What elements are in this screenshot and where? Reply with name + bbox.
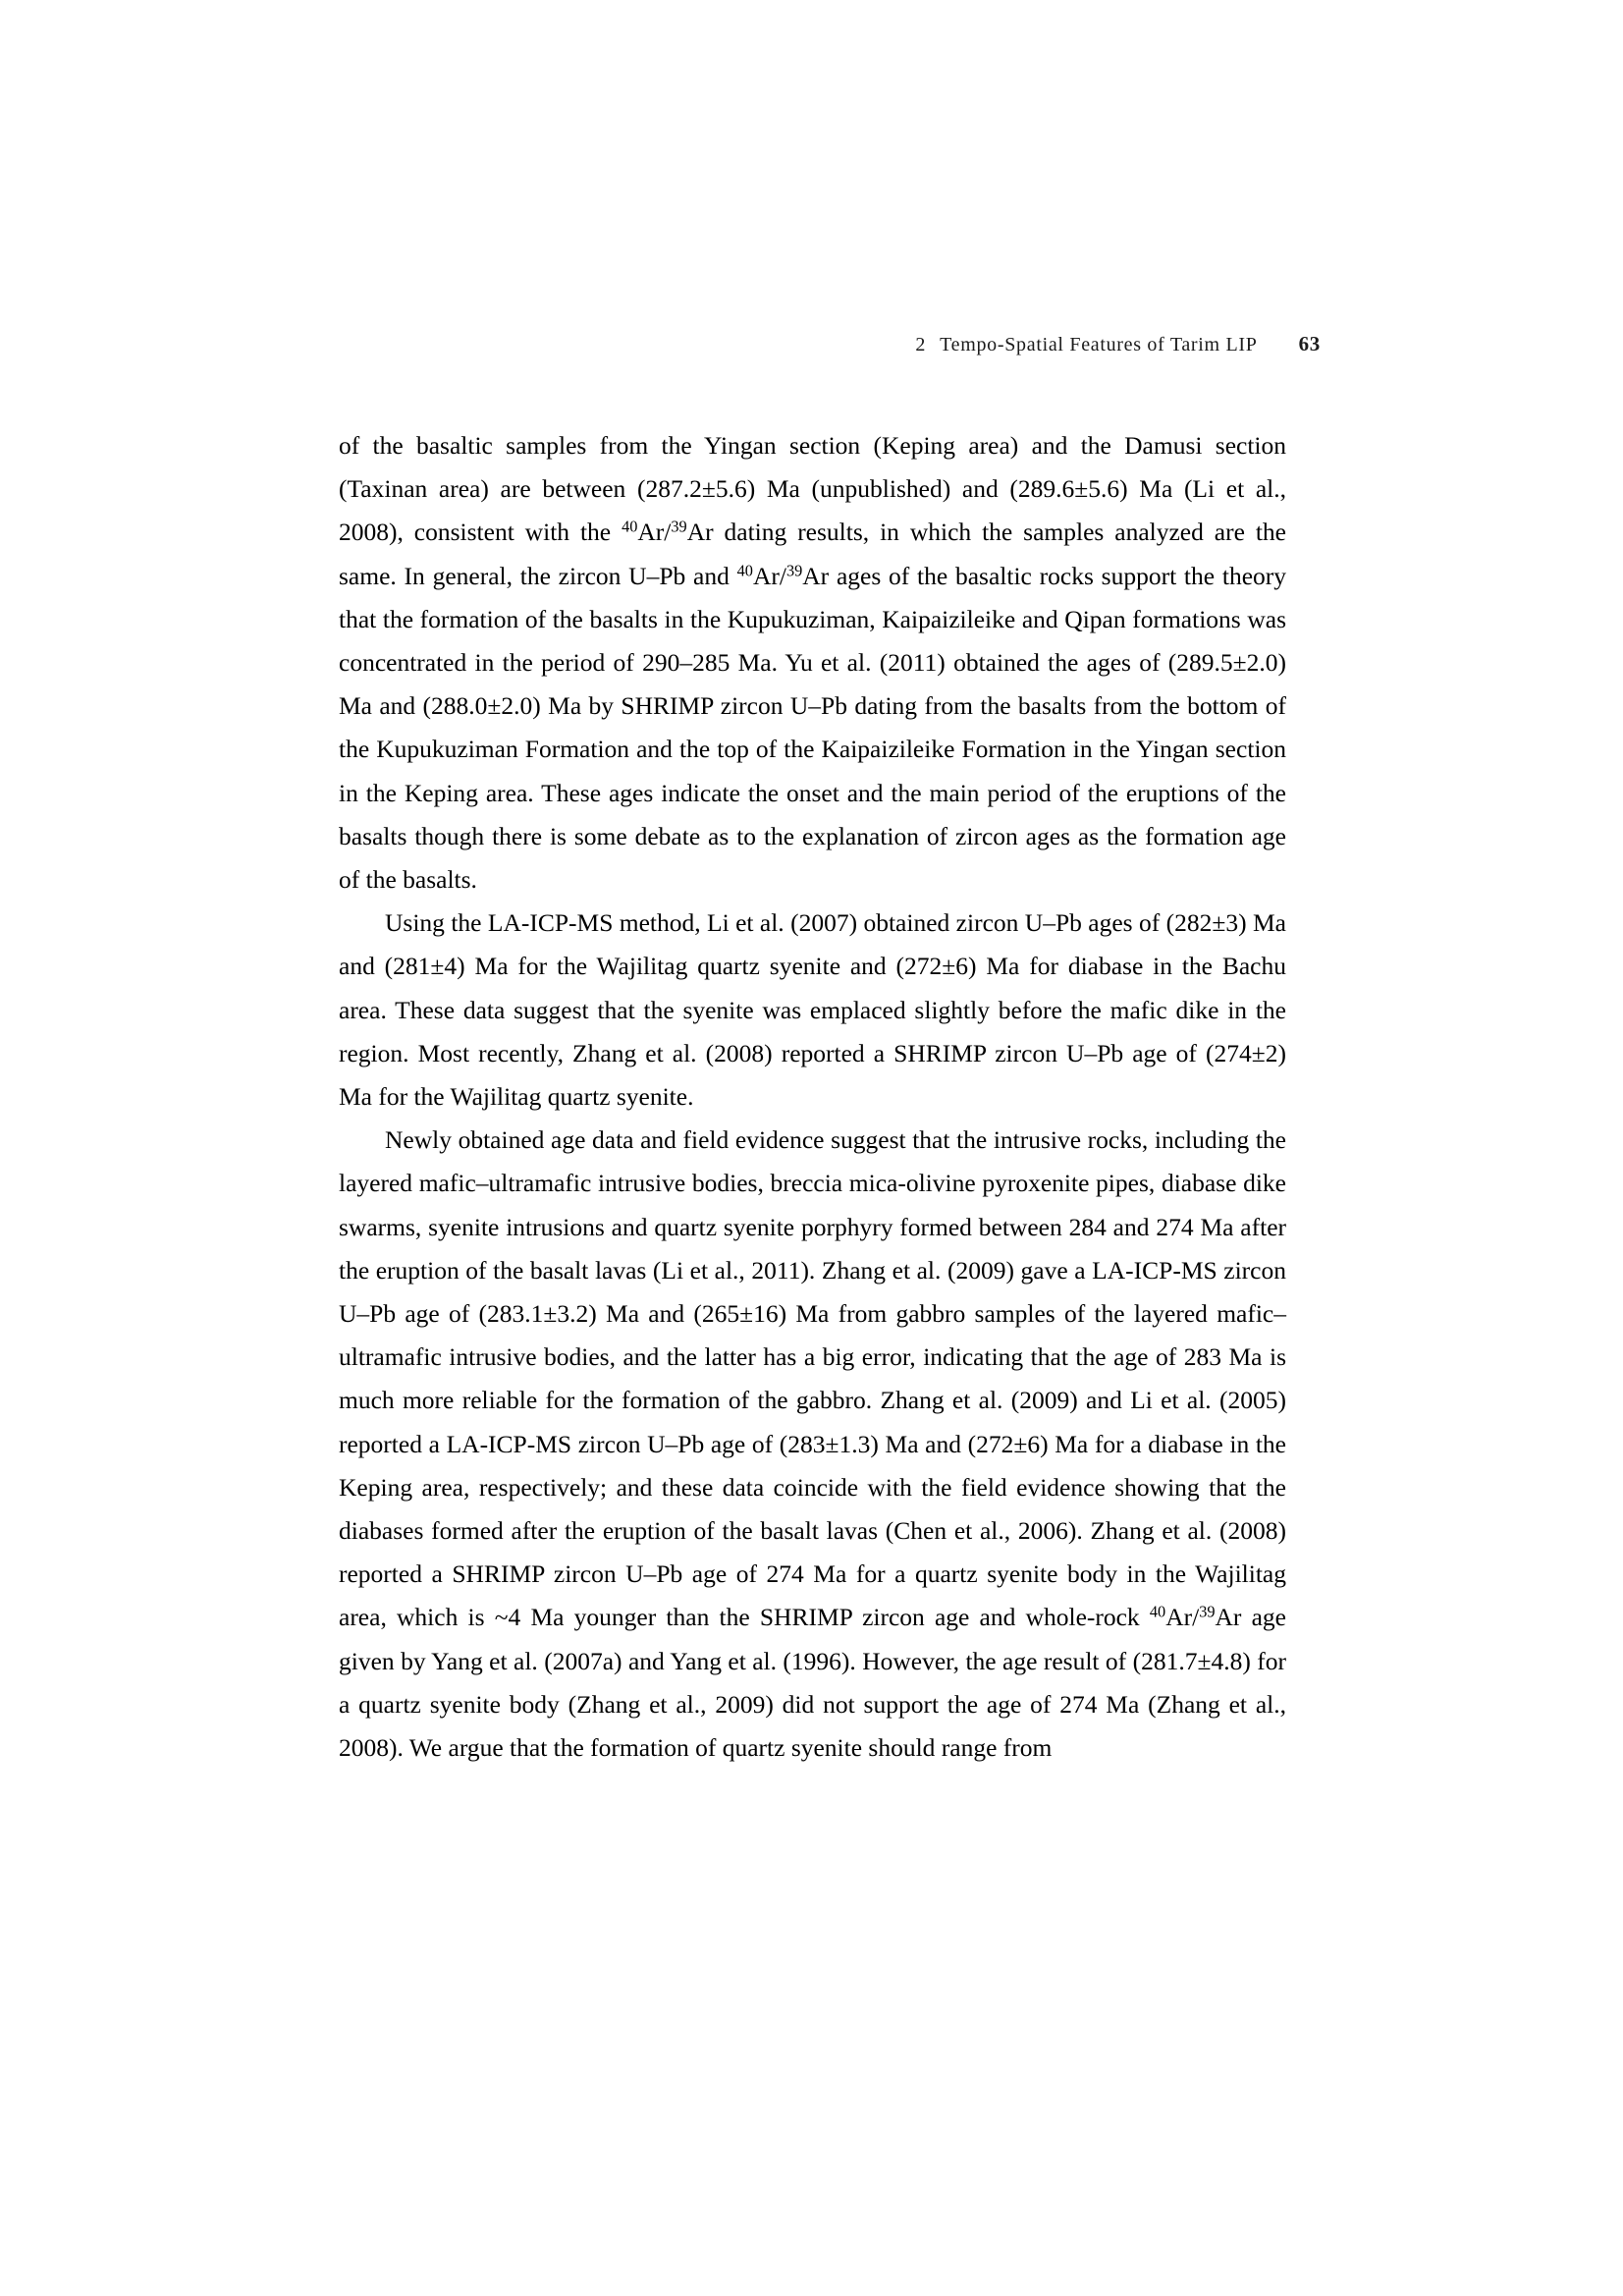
body-paragraph: Newly obtained age data and field evidence suggest that the intrusive rocks, including the layered mafic–ultramafic intrusive bodies, breccia mica-olivine pyroxenite pipes, diabase dike swarms, syenite intrusions and quartz syenite porphyry formed between 284 and 274 Ma after the eruption of the basalt lavas (Li et al., 2011). Zhang et al. (2009) gave a LA-ICP-MS zircon U–Pb age of (283.1±3.2) Ma and (265±16) Ma from gabbro samples of the layered mafic–ultramafic intrusive bodies, and the latter has a big error, indicating that the age of 283 Ma is much more reliable for the formation of the gabbro. Zhang et al. (2009) and Li et al. (2005) reported a LA-ICP-MS zircon U–Pb age of (283±1.3) Ma and (272±6) Ma for a diabase in the Keping area, respectively; and these data coincide with the field evidence showing that the diabases formed after the eruption of the basalt lavas (Chen et al., 2006). Zhang et al. (2008) reported a SHRIMP zircon U–Pb age of 274 Ma for a quartz syenite body in the Wajilitag area, which is ~4 Ma younger than the SHRIMP zircon age and whole-rock $^{40}$Ar/$^{39}$Ar age given by Yang et al. (2007a) and Yang et al. (1996). However, the age result of (281.7±4.8) for a quartz syenite body (Zhang et al., 2009) did not support the age of 274 Ma (Zhang et al., 2008). We argue that the formation of quartz syenite should range from <box>339 1125 1287 1763</box>
running-head-chapter-title: Tempo-Spatial Features of Tarim LIP <box>940 334 1258 355</box>
isotope-superscript: 39 <box>785 561 803 580</box>
isotope-superscript: 40 <box>1149 1603 1166 1621</box>
body-text <box>339 424 1286 1770</box>
isotope-superscript: 40 <box>622 517 638 536</box>
running-head-chapter-number: 2 <box>915 334 927 355</box>
isotope-superscript: 39 <box>671 517 687 536</box>
isotope-superscript: 40 <box>736 561 753 580</box>
page-number: 63 <box>1298 332 1321 355</box>
running-head <box>339 332 1321 356</box>
isotope-superscript: 39 <box>1199 1603 1216 1621</box>
body-paragraph: Using the LA-ICP-MS method, Li et al. (2007) obtained zircon U–Pb ages of (282±3) Ma and (281±4) Ma for the Wajilitag quartz syenite and (272±6) Ma for diabase in the Bachu area. These data suggest that the syenite was emplaced slightly before the mafic dike in the region. Most recently, Zhang et al. (2008) reported a SHRIMP zircon U–Pb age of (274±2) Ma for the Wajilitag quartz syenite. <box>339 908 1286 1112</box>
body-paragraph: of the basaltic samples from the Yingan section (Keping area) and the Damusi section (Taxinan area) are between (287.2±5.6) Ma (unpublished) and (289.6±5.6) Ma (Li et al., 2008), consistent with the $^{40}$Ar/$^{39}$Ar dating results, in which the samples analyzed are the same. In general, the zircon U–Pb and $^{40}$Ar/$^{39}$Ar ages of the basaltic rocks support the theory that the formation of the basalts in the Kupukuziman, Kaipaizileike and Qipan formations was concentrated in the period of 290–285 Ma. Yu et al. (2011) obtained the ages of (289.5±2.0) Ma and (288.0±2.0) Ma by SHRIMP zircon U–Pb dating from the basalts from the bottom of the Kupukuziman Formation and the top of the Kaipaizileike Formation in the Yingan section in the Keping area. These ages indicate the onset and the main period of the eruptions of the basalts though there is some debate as to the explanation of zircon ages as the formation age of the basalts. <box>339 431 1286 895</box>
